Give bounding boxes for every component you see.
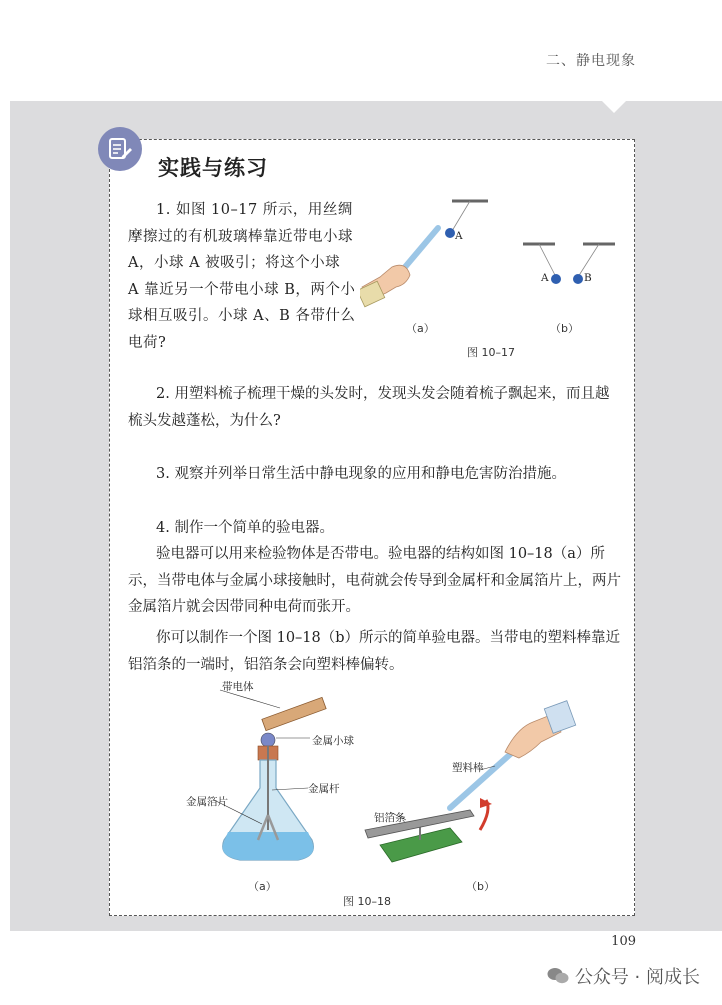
page-number: 109	[611, 934, 636, 949]
question-4-paragraph-2: 你可以制作一个图 10–18（b）所示的简单验电器。当带电的塑料棒靠近铝箔条的一端时，铝箔条会向塑料棒偏转。	[128, 630, 621, 673]
fig17-label-a: A	[455, 230, 463, 242]
fig17-label-a2: A	[541, 272, 549, 284]
watermark	[547, 963, 700, 989]
fig18-sub-b: （b）	[466, 880, 495, 893]
section-title: 实践与练习	[158, 156, 268, 180]
label-metal-rod: 金属杆	[308, 783, 340, 795]
question-4-heading: 4. 制作一个简单的验电器。	[156, 520, 334, 536]
figure-10-17	[360, 195, 630, 340]
figure-10-18	[180, 680, 600, 880]
fig17-label-b: B	[584, 272, 592, 284]
fig17-sub-a: （a）	[406, 322, 435, 335]
label-aluminum-strip: 铝箔条	[374, 812, 406, 824]
fig18-sub-a: （a）	[248, 880, 277, 893]
label-metal-foil: 金属箔片	[186, 796, 228, 808]
fig17-caption: 图 10–17	[467, 346, 515, 359]
running-header: 二、静电现象	[546, 53, 636, 69]
question-3: 3. 观察并列举日常生活中静电现象的应用和静电危害防治措施。	[156, 466, 566, 482]
fig17-sub-b: （b）	[550, 322, 579, 335]
question-4-paragraph-1: 验电器可以用来检验物体是否带电。验电器的结构如图 10–18（a）所示，当带电体与金属小球接触时，电荷就会传导到金属杆和金属箔片上，两片金属箔片就会因带同种电荷而张开。	[128, 546, 621, 615]
edit-note-icon	[98, 127, 142, 171]
question-1: 1. 如图 10–17 所示，用丝绸摩擦过的有机玻璃棒靠近带电小球 A，小球 A 被吸引；将这个小球 A 靠近另一个带电小球 B，两个小球相互吸引。小球 A、B 各带什么电荷?	[128, 202, 356, 351]
label-metal-ball: 金属小球	[312, 735, 354, 747]
question-2: 2. 用塑料梳子梳理干燥的头发时，发现头发会随着梳子飘起来，而且越梳头发越蓬松，为什么?	[128, 386, 610, 429]
label-charged-body: 带电体	[222, 681, 254, 693]
wechat-icon	[547, 967, 569, 985]
label-plastic-rod: 塑料棒	[452, 762, 484, 774]
fig18-caption: 图 10–18	[343, 895, 391, 908]
band-notch	[602, 101, 626, 113]
watermark-text: 公众号 · 阅成长	[574, 967, 700, 988]
